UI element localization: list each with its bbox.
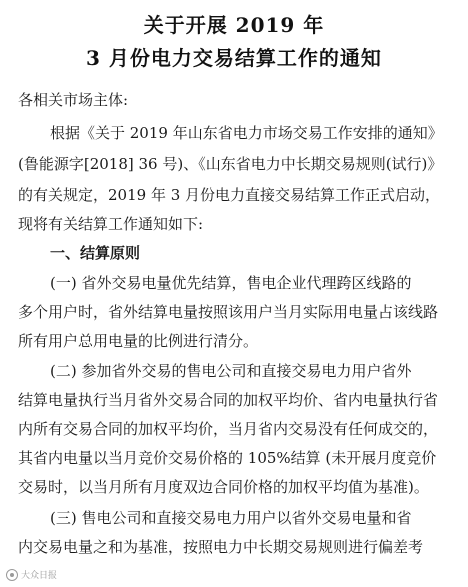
item-3-line-2: 内交易电量之和为基准，按照电力中长期交易规则进行偏差考 [18,538,424,556]
item-2-line-2: 结算电量执行当月省外交易合同的加权平均价、省内电量执行省 [18,391,439,409]
salutation: 各相关市场主体: [18,91,129,109]
item-1-line-3: 所有用户总用电量的比例进行清分。 [18,332,259,350]
document-title-line-2: 3 月份电力交易结算工作的通知 [86,46,382,70]
item-1-line-1: (一) 省外交易电量优先结算，售电企业代理跨区线路的 [50,274,412,292]
item-2-line-3: 内所有交易合同的加权平均价，当月省内交易没有任何成交的， [18,420,439,438]
section-1-heading: 一、结算原则 [50,244,141,262]
document-title-line-1: 关于开展 2019 年 [143,13,325,37]
watermark-text: 大众日报 [21,571,58,581]
paragraph-1-line-3: 的有关规定，2019 年 3 月份电力直接交易结算工作正式启动， [18,186,441,204]
paragraph-1-line-1: 根据《关于 2019 年山东省电力市场交易工作安排的通知》 [50,124,443,142]
paragraph-1-line-2: (鲁能源字[2018] 36 号)、《山东省电力中长期交易规则(试行)》 [18,155,443,173]
item-3-line-1: (三) 售电公司和直接交易电力用户以省外交易电量和省 [50,509,412,527]
paragraph-1-line-4: 现将有关结算工作通知如下: [18,215,204,233]
item-2-line-1: (二) 参加省外交易的售电公司和直接交易电力用户省外 [50,362,412,380]
item-1-line-2: 多个用户时，省外结算电量按照该用户当月实际用电量占该线路 [18,303,439,321]
item-2-line-4: 其省内电量以当月竞价交易价格的 105%结算 (未开展月度竞价 [18,449,437,467]
watermark [6,568,57,581]
item-2-line-5: 交易时，以当月所有月度双边合同价格的加权平均值为基准)。 [18,478,429,496]
weibo-logo-icon [6,569,18,581]
